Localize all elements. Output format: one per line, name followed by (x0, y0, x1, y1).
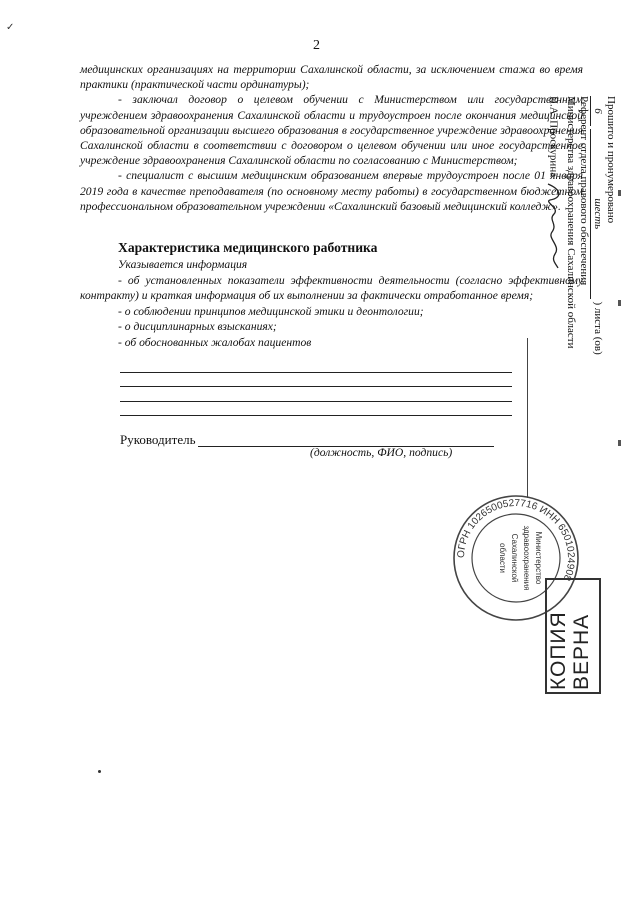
stamp-line: ВЕРНА (570, 613, 593, 690)
section-body (80, 257, 583, 350)
margin-mark (618, 440, 621, 446)
seal-line: здравоохранения (522, 525, 531, 591)
certification-title: Прошито и пронумеровано (605, 96, 617, 224)
list-item: - о соблюдении принципов медицинской этики и деонтологии; (118, 304, 424, 318)
list-item: - об обоснованных жалобах пациентов (118, 335, 312, 349)
handwritten-signature (542, 180, 564, 270)
certification-ministry: Министерства здравоохранения Сахалинской области (565, 96, 577, 349)
margin-mark (618, 190, 621, 196)
director-label: Руководитель (120, 432, 196, 447)
ink-dot (98, 770, 101, 773)
certification-position: Референт отдела правового обеспечения (578, 96, 590, 286)
certification-block (547, 96, 617, 526)
seal-ring-text: ОГРН 1026500527716 ИНН 6501024908 (455, 497, 577, 583)
certifier-name: И.А. Проскурина (547, 96, 560, 178)
blank-line (120, 415, 512, 416)
certification-name (542, 96, 564, 526)
body-text (80, 62, 583, 214)
corner-mark: ✓ (6, 22, 15, 33)
blank-line (120, 372, 512, 373)
list-item: - о дисциплинарных взысканиях; (118, 320, 277, 333)
handwritten-word: шесть (590, 129, 604, 299)
signature-caption: (должность, ФИО, подпись) (310, 446, 453, 459)
seal-line: Министерство (534, 531, 543, 585)
page-number: 2 (313, 38, 320, 53)
paragraph-teacher: - специалист с высшим медицинским образованием впервые трудоустроен после 01 января 2019 года в качестве преподавателя (по основному месту работы) в государственном бюджетном профессиональном образовательном учреждении «Сахалинский базовый медицинский колледж». (80, 169, 583, 213)
list-item: - об установленных показатели эффективности деятельности (согласно эффективному контракту) и краткая информация об их выполнении за фактически отработанное время; (80, 273, 583, 302)
stamp-line: КОПИЯ (547, 611, 570, 690)
blank-line (120, 386, 512, 387)
sheets-suffix: ) листа (ов) (592, 301, 604, 355)
handwritten-count: 6 (590, 96, 604, 126)
paragraph-continuation: медицинских организациях на территории Сахалинской области, за исключением стажа во время практики (практической части ординатуры); (80, 63, 583, 92)
certification-count (590, 96, 604, 526)
seal-line: области (498, 543, 507, 573)
margin-mark (618, 300, 621, 306)
section-intro: Указывается информация (118, 258, 248, 271)
seal-line: Сахалинской (510, 533, 519, 583)
section-heading: Характеристика медицинского работника (118, 240, 378, 255)
paragraph-target-training: - заключал договор о целевом обучении с Министерством или государственным учреждением здравоохранения Сахалинской области и трудоустроен после окончания медицинской образовательной организации высшего образования в государственное учреждение здравоохранения Сахалинской области в соответствии с договором о целевом обучении или иное государственное учреждение здравоохранения Сахалинской области по согласованию с Министерством; (80, 93, 583, 168)
copy-stamp (547, 580, 595, 690)
stitch-border (527, 338, 528, 498)
blank-line (120, 401, 512, 402)
